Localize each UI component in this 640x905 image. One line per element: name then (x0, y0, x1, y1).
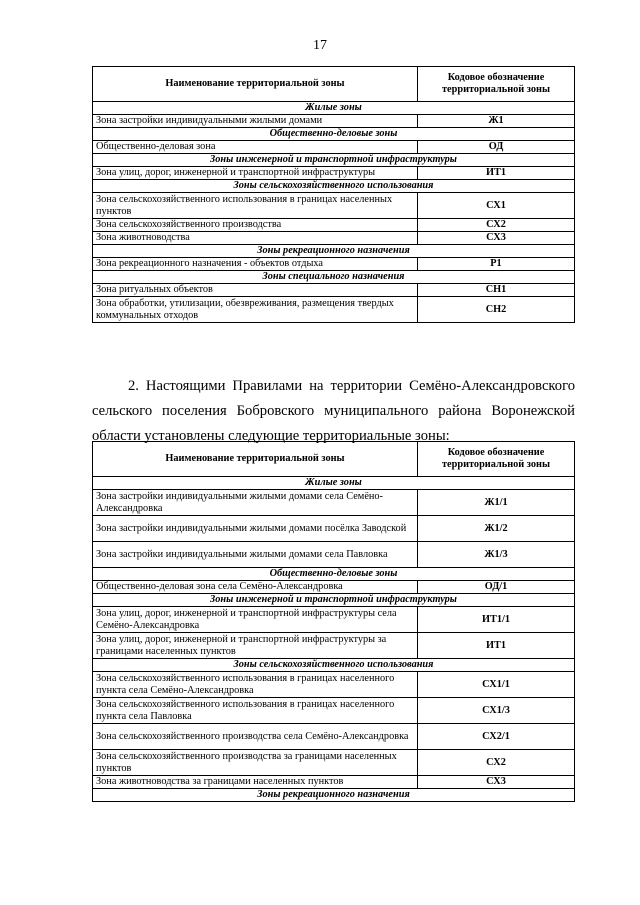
zones-table-settlement (92, 441, 575, 802)
table-row (93, 297, 575, 323)
zone-code: СХ2/1 (418, 724, 575, 750)
zone-name: Общественно-деловая зона (93, 141, 418, 154)
table-row (93, 516, 575, 542)
zone-name-header: Наименование территориальной зоны (93, 442, 418, 477)
table-row (93, 750, 575, 776)
table-row (93, 633, 575, 659)
zone-name: Зона застройки индивидуальными жилыми домами посёлка Заводской (93, 516, 418, 542)
zone-name: Зона застройки индивидуальными жилыми домами (93, 115, 418, 128)
table-row (93, 542, 575, 568)
table-row (93, 490, 575, 516)
group-title: Зоны инженерной и транспортной инфраструктуры (93, 154, 575, 167)
table-row (93, 581, 575, 594)
group-row (93, 180, 575, 193)
group-title: Жилые зоны (93, 477, 575, 490)
zone-code: Ж1/1 (418, 490, 575, 516)
body-paragraph (92, 374, 575, 449)
zone-name: Зона улиц, дорог, инженерной и транспортной инфраструктуры (93, 167, 418, 180)
zone-code: СХ1/1 (418, 672, 575, 698)
zone-code: ОД/1 (418, 581, 575, 594)
zones-table-general (92, 66, 575, 323)
page-number: 17 (313, 38, 327, 53)
zone-code: СХ1 (418, 193, 575, 219)
zone-code: СХ3 (418, 232, 575, 245)
zone-name: Зона сельскохозяйственного использования в границах населенного пункта села Павловка (93, 698, 418, 724)
zone-name: Зона ритуальных объектов (93, 284, 418, 297)
group-row (93, 102, 575, 115)
table-row (93, 232, 575, 245)
zone-name: Зона застройки индивидуальными жилыми домами села Семёно-Александровка (93, 490, 418, 516)
zone-name: Зона сельскохозяйственного производства за границами населенных пунктов (93, 750, 418, 776)
group-title: Зоны сельскохозяйственного использования (93, 659, 575, 672)
zone-code: ИТ1 (418, 167, 575, 180)
zone-name: Зона улиц, дорог, инженерной и транспортной инфраструктуры за границами населенных пунктов (93, 633, 418, 659)
zone-code-header: Кодовое обозначение территориальной зоны (418, 67, 575, 102)
zone-code: ИТ1/1 (418, 607, 575, 633)
group-row (93, 789, 575, 802)
zone-name-header: Наименование территориальной зоны (93, 67, 418, 102)
table-row (93, 115, 575, 128)
group-title: Зоны сельскохозяйственного использования (93, 180, 575, 193)
table-row (93, 193, 575, 219)
paragraph-text: 2. Настоящими Правилами на территории Семёно-Александровского сельского поселения Бобровского муниципального района Воронежской области установлены следующие территориальные зоны: (92, 378, 575, 444)
group-title: Общественно-деловые зоны (93, 128, 575, 141)
zone-name: Зона сельскохозяйственного использования в границах населенных пунктов (93, 193, 418, 219)
zone-name: Зона животноводства (93, 232, 418, 245)
zone-name: Зона обработки, утилизации, обезвреживания, размещения твердых коммунальных отходов (93, 297, 418, 323)
zone-code: ИТ1 (418, 633, 575, 659)
table-row (93, 776, 575, 789)
zone-name: Общественно-деловая зона села Семёно-Александровка (93, 581, 418, 594)
zone-code: Ж1/2 (418, 516, 575, 542)
table-row (93, 724, 575, 750)
zone-code: СХ2 (418, 219, 575, 232)
zone-name: Зона улиц, дорог, инженерной и транспортной инфраструктуры села Семёно-Александровка (93, 607, 418, 633)
zone-code: Ж1/3 (418, 542, 575, 568)
table-header-row (93, 67, 575, 102)
zone-name: Зона сельскохозяйственного производства села Семёно-Александровка (93, 724, 418, 750)
group-title: Зоны инженерной и транспортной инфраструктуры (93, 594, 575, 607)
table-row (93, 607, 575, 633)
group-row (93, 477, 575, 490)
table-row (93, 167, 575, 180)
group-title: Зоны рекреационного назначения (93, 789, 575, 802)
zone-code: СХ3 (418, 776, 575, 789)
group-row (93, 245, 575, 258)
group-title: Жилые зоны (93, 102, 575, 115)
zone-code: СХ1/3 (418, 698, 575, 724)
zone-code: СН1 (418, 284, 575, 297)
zone-code: Р1 (418, 258, 575, 271)
zone-code: СХ2 (418, 750, 575, 776)
group-title: Зоны специального назначения (93, 271, 575, 284)
table-row (93, 698, 575, 724)
group-row (93, 594, 575, 607)
table-header-row (93, 442, 575, 477)
zone-name: Зона сельскохозяйственного использования в границах населенного пункта села Семёно-Александровка (93, 672, 418, 698)
group-row (93, 568, 575, 581)
table-row (93, 141, 575, 154)
table-row (93, 284, 575, 297)
table-row (93, 219, 575, 232)
table-row (93, 672, 575, 698)
group-row (93, 128, 575, 141)
group-title: Общественно-деловые зоны (93, 568, 575, 581)
zone-code: Ж1 (418, 115, 575, 128)
zone-name: Зона застройки индивидуальными жилыми домами села Павловка (93, 542, 418, 568)
zone-code: СН2 (418, 297, 575, 323)
zone-name: Зона сельскохозяйственного производства (93, 219, 418, 232)
group-row (93, 271, 575, 284)
zone-name: Зона рекреационного назначения - объектов отдыха (93, 258, 418, 271)
zone-code-header: Кодовое обозначение территориальной зоны (418, 442, 575, 477)
zone-name: Зона животноводства за границами населенных пунктов (93, 776, 418, 789)
group-row (93, 659, 575, 672)
group-title: Зоны рекреационного назначения (93, 245, 575, 258)
table-row (93, 258, 575, 271)
group-row (93, 154, 575, 167)
zone-code: ОД (418, 141, 575, 154)
